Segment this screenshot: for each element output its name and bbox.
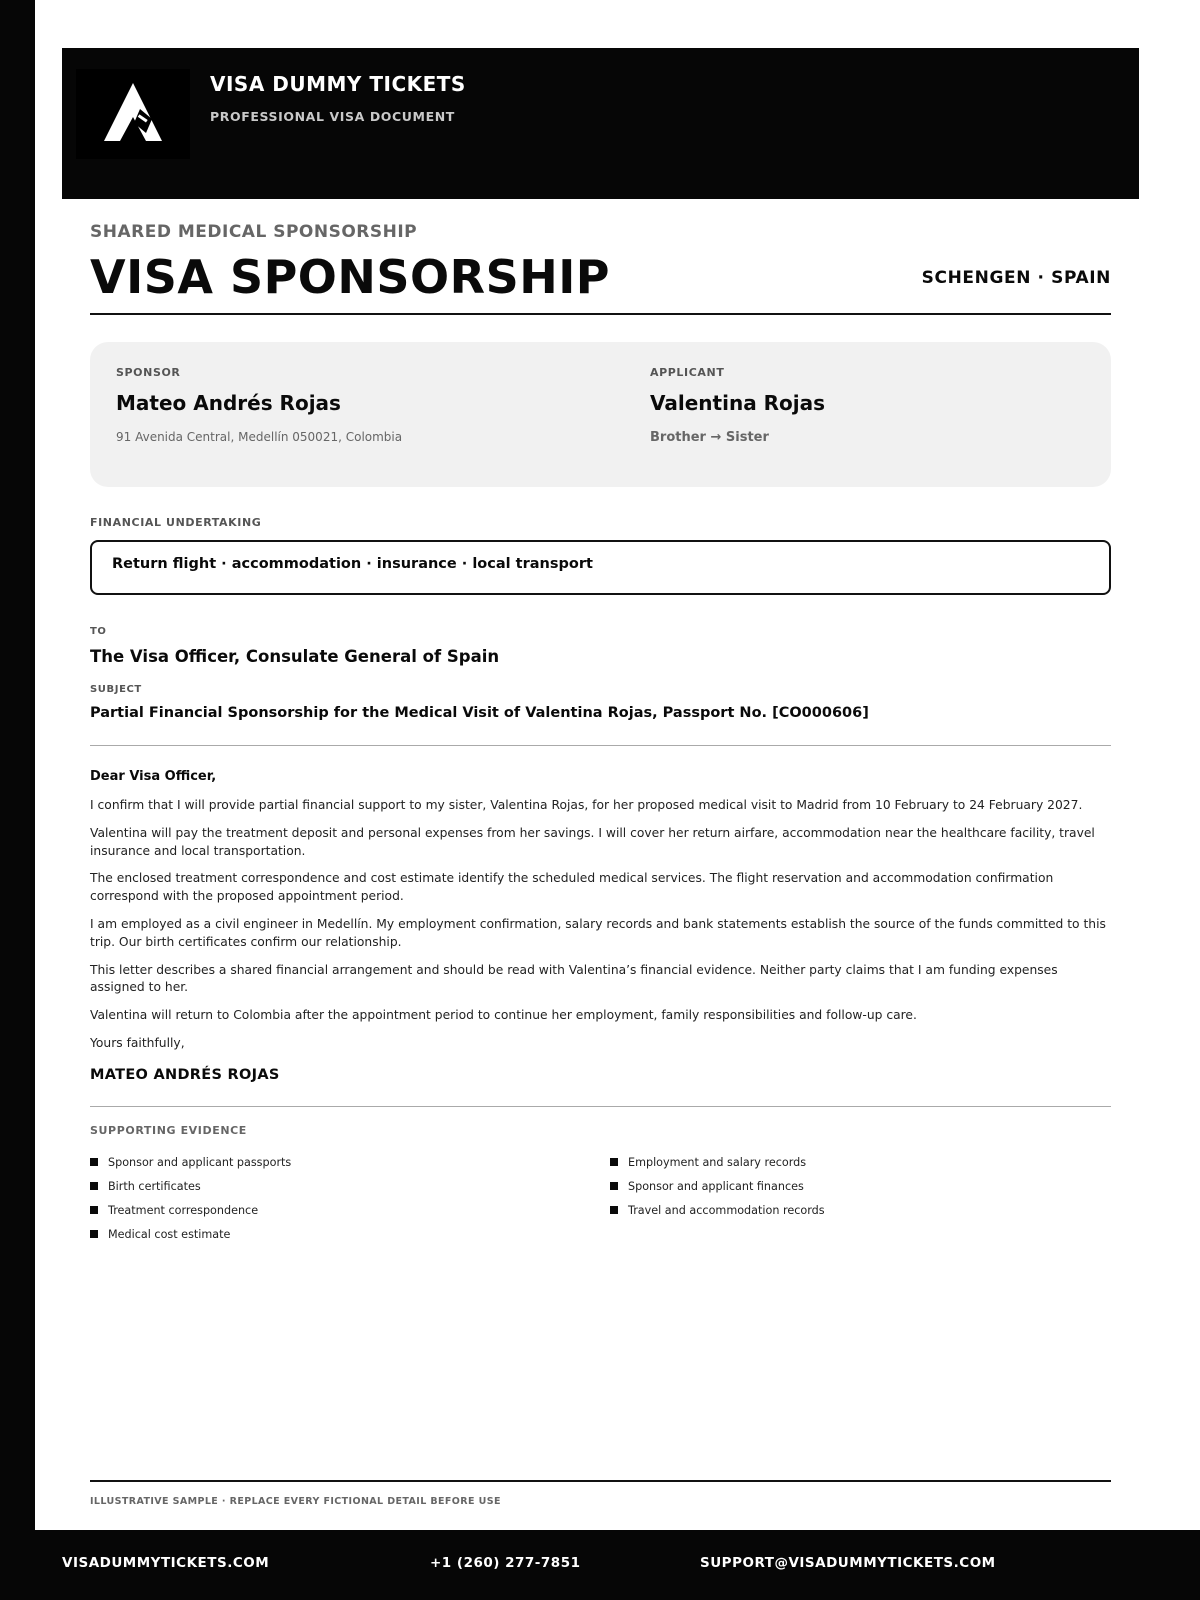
sponsor-address: 91 Avenida Central, Medellín 050021, Colombia (116, 430, 403, 444)
ticket-logo-icon (100, 79, 170, 149)
email-link[interactable]: SUPPORT@VISADUMMYTICKETS.COM (700, 1555, 996, 1571)
financial-undertaking-box: Return flight · accommodation · insurance · local transport (90, 540, 1111, 595)
parties-card (90, 342, 1111, 487)
evidence-item (610, 1198, 825, 1222)
letter-closing: Yours faithfully, (90, 1036, 185, 1051)
evidence-list-right (610, 1150, 825, 1222)
evidence-item-label: Employment and salary records (628, 1155, 807, 1169)
letter-body (90, 768, 1111, 1086)
letter-signature: MATEO ANDRÉS ROJAS (90, 1066, 280, 1083)
evidence-item-label: Sponsor and applicant passports (108, 1155, 292, 1169)
subject-divider (90, 745, 1111, 746)
bullet-square-icon (90, 1182, 98, 1190)
to-label: TO (90, 626, 107, 637)
letter-paragraph: I am employed as a civil engineer in Medellín. My employment confirmation, salary records and bank statements establish the source of the funds committed to this trip. Our birth certificates confirm our relationship. (90, 916, 1106, 949)
evidence-item (90, 1222, 291, 1246)
evidence-item (90, 1198, 291, 1222)
contact-footer-bar (0, 1530, 1200, 1600)
evidence-item (610, 1150, 825, 1174)
evidence-item-label: Sponsor and applicant finances (628, 1179, 804, 1193)
letter-paragraph: Valentina will return to Colombia after the appointment period to continue her employment, family responsibilities and follow-up care. (90, 1008, 917, 1023)
bullet-square-icon (610, 1182, 618, 1190)
header-banner (62, 48, 1139, 199)
sponsor-block (116, 366, 402, 444)
letter-paragraph: I confirm that I will provide partial financial support to my sister, Valentina Rojas, for her proposed medical visit to Madrid from 10 February to 24 February 2027. (90, 797, 1083, 812)
bullet-square-icon (610, 1206, 618, 1214)
evidence-item (610, 1174, 825, 1198)
applicant-block (650, 366, 825, 445)
financial-label: FINANCIAL UNDERTAKING (90, 516, 262, 529)
bullet-square-icon (90, 1158, 98, 1166)
letter-greeting: Dear Visa Officer, (90, 769, 217, 784)
evidence-list-left (90, 1150, 291, 1246)
phone-link[interactable]: +1 (260) 277-7851 (430, 1555, 581, 1571)
subject-label: SUBJECT (90, 684, 142, 695)
subject-line: Partial Financial Sponsorship for the Medical Visit of Valentina Rojas, Passport No. [CO000606] (90, 705, 869, 721)
brand-name: VISA DUMMY TICKETS (210, 72, 466, 96)
evidence-item (90, 1150, 291, 1174)
destination-label: SCHENGEN · SPAIN (921, 268, 1111, 288)
evidence-item-label: Birth certificates (108, 1179, 201, 1193)
relationship-text: Brother → Sister (650, 430, 769, 445)
bullet-square-icon (610, 1158, 618, 1166)
brand-logo (76, 69, 190, 159)
sample-disclaimer: ILLUSTRATIVE SAMPLE · REPLACE EVERY FICTIONAL DETAIL BEFORE USE (90, 1496, 501, 1507)
website-link[interactable]: VISADUMMYTICKETS.COM (62, 1555, 270, 1571)
document-eyebrow: SHARED MEDICAL SPONSORSHIP (90, 222, 418, 242)
sponsor-name: Mateo Andrés Rojas (116, 391, 341, 415)
bullet-square-icon (90, 1206, 98, 1214)
letter-paragraph: The enclosed treatment correspondence and cost estimate identify the scheduled medical services. The flight reservation and accommodation confirmation correspond with the proposed appointment period. (90, 871, 1054, 904)
brand-subtitle: PROFESSIONAL VISA DOCUMENT (210, 109, 455, 124)
letter-paragraph: Valentina will pay the treatment deposit and personal expenses from her savings. I will cover her return airfare, accommodation near the healthcare facility, travel insurance and local transportation. (90, 825, 1095, 858)
bullet-square-icon (90, 1230, 98, 1238)
letter-paragraph: This letter describes a shared financial arrangement and should be read with Valentina’s financial evidence. Neither party claims that I am funding expenses assigned to her. (90, 962, 1058, 995)
applicant-name: Valentina Rojas (650, 391, 826, 415)
to-recipient: The Visa Officer, Consulate General of Spain (90, 647, 500, 666)
evidence-item-label: Travel and accommodation records (628, 1203, 825, 1217)
evidence-item-label: Medical cost estimate (108, 1227, 231, 1241)
footer-divider (90, 1480, 1111, 1482)
evidence-item (90, 1174, 291, 1198)
title-divider (90, 313, 1111, 315)
sponsor-label: SPONSOR (116, 366, 181, 379)
evidence-item-label: Treatment correspondence (108, 1203, 259, 1217)
left-accent-bar (0, 0, 35, 1530)
evidence-divider (90, 1106, 1111, 1107)
document-title: VISA SPONSORSHIP (90, 250, 611, 304)
evidence-label: SUPPORTING EVIDENCE (90, 1124, 247, 1137)
applicant-label: APPLICANT (650, 366, 725, 379)
